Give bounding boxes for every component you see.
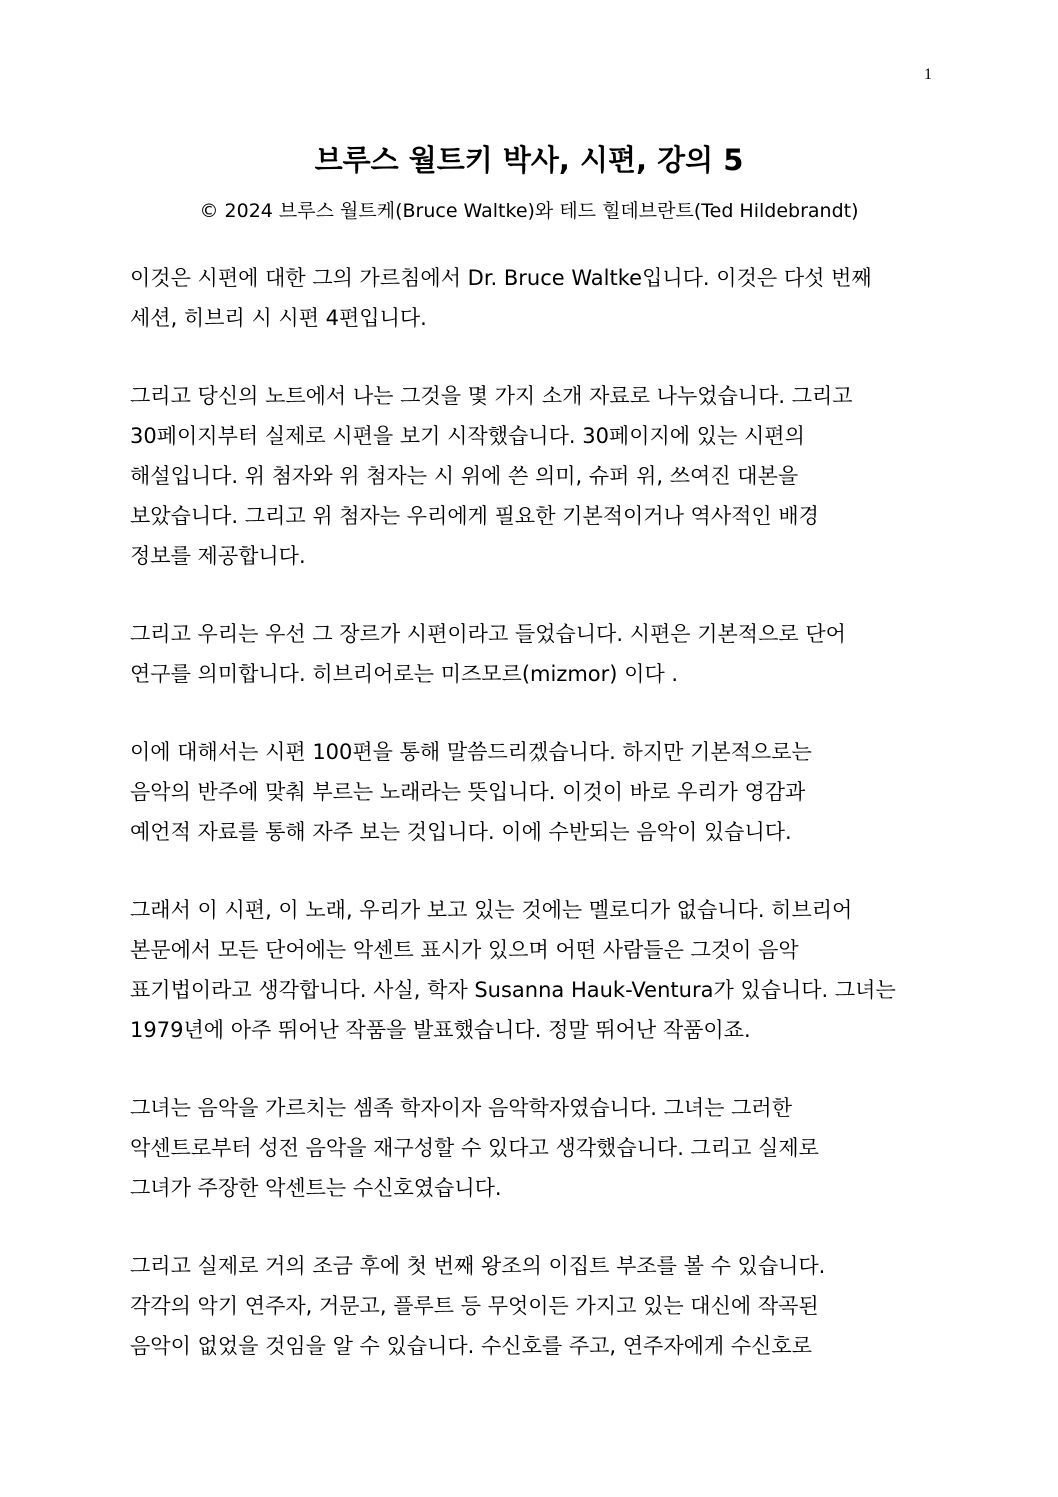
text-line: 음악이 없었을 것임을 알 수 있습니다. 수신호를 주고, 연주자에게 수신호로 [130,1334,813,1358]
text-line: 이에 대해서는 시편 100편을 통해 말씀드리겠습니다. 하지만 기본적으로는 [130,740,812,764]
paragraph [130,890,930,1050]
text-line: 이것은 시편에 대한 그의 가르침에서 Dr. Bruce Waltke입니다. 이것은 다섯 번째 [130,266,872,290]
text-line: 연구를 의미합니다. 히브리어로는 미즈모르(mizmor) 이다 . [130,662,679,686]
text-line: 표기법이라고 생각합니다. 사실, 학자 Susanna Hauk-Ventura가 있습니다. 그녀는 [130,978,896,1002]
paragraph [130,258,930,338]
text-line: 그녀가 주장한 악센트는 수신호였습니다. [130,1176,502,1200]
text-line: 보았습니다. 그리고 위 첨자는 우리에게 필요한 기본적이거나 역사적인 배경 [130,504,819,528]
page-number: 1 [924,66,932,83]
paragraph [130,1246,930,1366]
paragraph [130,614,930,694]
paragraph [130,1088,930,1208]
text-line: 1979년에 아주 뛰어난 작품을 발표했습니다. 정말 뛰어난 작품이죠. [130,1018,751,1042]
text-line: 그리고 우리는 우선 그 장르가 시편이라고 들었습니다. 시편은 기본적으로 단어 [130,622,846,646]
text-line: 본문에서 모든 단어에는 악센트 표시가 있으며 어떤 사람들은 그것이 음악 [130,938,799,962]
copyright-line: © 2024 브루스 월트케(Bruce Waltke)와 테드 힐데브란트(Ted Hildebrandt) [199,200,859,222]
text-line: 해설입니다. 위 첨자와 위 첨자는 시 위에 쓴 의미, 슈퍼 위, 쓰여진 대본을 [130,464,799,488]
document-title: 브루스 월트키 박사, 시편, 강의 5 [314,143,744,177]
text-line: 정보를 제공합니다. [130,544,306,568]
text-line: 세션, 히브리 시 시편 4편입니다. [130,306,427,330]
text-line: 그리고 당신의 노트에서 나는 그것을 몇 가지 소개 자료로 나누었습니다. 그리고 [130,384,853,408]
text-line: 음악의 반주에 맞춰 부르는 노래라는 뜻입니다. 이것이 바로 우리가 영감과 [130,780,806,804]
text-line: 각각의 악기 연주자, 거문고, 플루트 등 무엇이든 가지고 있는 대신에 작곡된 [130,1294,819,1318]
text-line: 악센트로부터 성전 음악을 재구성할 수 있다고 생각했습니다. 그리고 실제로 [130,1136,819,1160]
text-line: 그리고 실제로 거의 조금 후에 첫 번째 왕조의 이집트 부조를 볼 수 있습니다. [130,1254,826,1278]
text-line: 그녀는 음악을 가르치는 셈족 학자이자 음악학자였습니다. 그녀는 그러한 [130,1096,792,1120]
document-body [130,258,930,1404]
text-line: 예언적 자료를 통해 자주 보는 것입니다. 이에 수반되는 음악이 있습니다. [130,820,792,844]
paragraph [130,732,930,852]
paragraph [130,376,930,576]
text-line: 30페이지부터 실제로 시편을 보기 시작했습니다. 30페이지에 있는 시편의 [130,424,805,448]
text-line: 그래서 이 시편, 이 노래, 우리가 보고 있는 것에는 멜로디가 없습니다. 히브리어 [130,898,853,922]
